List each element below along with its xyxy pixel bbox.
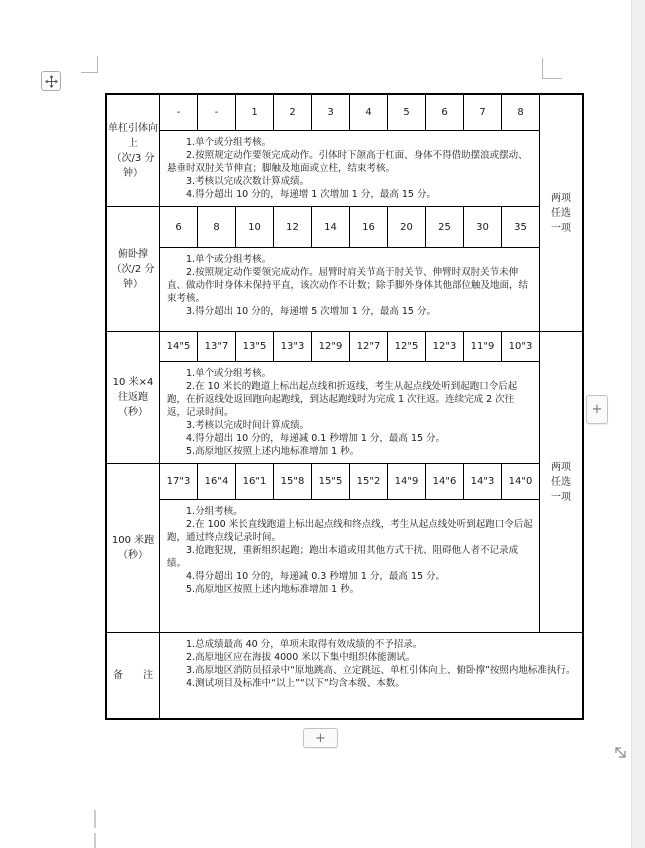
note-line: 3.考核以完成次数计算成绩。	[186, 176, 310, 187]
fitness-standards-table	[105, 93, 584, 720]
score-cell: 15"2	[350, 464, 388, 500]
note-line: 1.单个或分组考核。	[186, 368, 272, 379]
notes-pullups	[160, 131, 540, 207]
score-cell: -	[198, 95, 236, 131]
note-line: 5.高原地区按照上述内地标准增加 1 秒。	[186, 446, 360, 457]
score-cell: 17"3	[160, 464, 198, 500]
note-line: 2.在 10 米长的跑道上标出起点线和折返线，考生从起点线处听到起跑口令后起跑，在折返线处返回跑向起跑线，到达起跑线时为完成 1 次往返。连续完成 2 次往返，记录时间。	[167, 381, 518, 418]
note-line: 2.高原地区应在海拔 4000 米以下集中组织体能测试。	[186, 652, 416, 663]
score-cell: 12"9	[312, 332, 350, 362]
scrollbar-track[interactable]	[631, 0, 645, 848]
score-cell: 10"3	[502, 332, 540, 362]
margin-mark-top-left	[81, 56, 98, 73]
insert-right-button[interactable]: +	[586, 395, 608, 424]
score-cell: 16"4	[198, 464, 236, 500]
score-cell: 13"3	[274, 332, 312, 362]
notes-pushups	[160, 248, 540, 332]
side-line: 两项	[551, 192, 571, 204]
label-line: 10 米×4	[112, 377, 154, 388]
label-line: 备 注	[113, 670, 153, 681]
score-cell: 11"9	[464, 332, 502, 362]
score-cell: 5	[388, 95, 426, 131]
label-line: （秒）	[118, 407, 148, 418]
score-cell: 12"3	[426, 332, 464, 362]
score-cell: 14"5	[160, 332, 198, 362]
score-cell: 14"6	[426, 464, 464, 500]
score-cell: 16	[350, 207, 388, 248]
note-line: 2.在 100 米长直线跑道上标出起点线和终点线，考生从起点线处听到起跑口令后起跑，通过终点线记录时间。	[167, 519, 533, 543]
note-line: 1.单个或分组考核。	[186, 137, 272, 148]
note-line: 1.单个或分组考核。	[186, 254, 272, 265]
note-line: 3.考核以完成时间计算成绩。	[186, 420, 310, 431]
label-line: 单杠引体向上	[108, 122, 158, 149]
note-line: 4.得分超出 10 分的，每递减 0.3 秒增加 1 分，最高 15 分。	[186, 571, 446, 582]
score-cell: 6	[426, 95, 464, 131]
corner-arrow-icon[interactable]	[612, 744, 630, 762]
margin-mark-bottom-left-1	[94, 810, 96, 828]
score-cell: 1	[236, 95, 274, 131]
side-line: 任选	[551, 207, 571, 219]
item-label-100m-run	[107, 464, 160, 633]
side-line: 一项	[551, 491, 571, 503]
label-line: （次/3 分钟）	[111, 152, 155, 179]
label-line: （次/2 分钟）	[111, 263, 155, 290]
score-cell: 12"5	[388, 332, 426, 362]
margin-mark-bottom-left-2	[94, 833, 96, 848]
note-line: 4.得分超出 10 分的，每递增 1 次增加 1 分，最高 15 分。	[186, 189, 436, 200]
score-cell: 12	[274, 207, 312, 248]
note-line: 2.按照规定动作要领完成动作。屈臂时肩关节高于肘关节、伸臂时双肘关节未伸直、做动作时身体未保持平直，该次动作不计数；除手脚外身体其他部位触及地面，结束考核。	[167, 267, 529, 304]
note-line: 1.总成绩最高 40 分，单项未取得有效成绩的不予招录。	[186, 639, 423, 650]
note-line: 5.高原地区按照上述内地标准增加 1 秒。	[186, 584, 360, 595]
score-cell: 14"3	[464, 464, 502, 500]
score-cell: 8	[198, 207, 236, 248]
note-line: 3.高原地区消防员招录中“原地跳高、立定跳远、单杠引体向上、俯卧撑”按照内地标准执行。	[186, 665, 576, 676]
score-cell: 4	[350, 95, 388, 131]
score-cell: 7	[464, 95, 502, 131]
insert-below-button[interactable]: +	[303, 728, 338, 748]
side-line: 两项	[551, 461, 571, 473]
score-cell: 30	[464, 207, 502, 248]
score-cell: 13"5	[236, 332, 274, 362]
score-cell: 10	[236, 207, 274, 248]
score-cell: 2	[274, 95, 312, 131]
score-cell: 15"5	[312, 464, 350, 500]
score-cell: 25	[426, 207, 464, 248]
notes-100m-run	[160, 500, 540, 633]
score-cell: 14"9	[388, 464, 426, 500]
score-cell: 6	[160, 207, 198, 248]
label-line: 俯卧撑	[118, 248, 148, 260]
score-cell: 13"7	[198, 332, 236, 362]
margin-mark-top-right	[542, 58, 562, 79]
score-cell: -	[160, 95, 198, 131]
remarks-label	[107, 633, 160, 718]
item-label-pushups	[107, 207, 160, 332]
score-cell: 35	[502, 207, 540, 248]
note-line: 4.测试项目及标准中“以上”“以下”均含本级、本数。	[186, 678, 405, 689]
label-line: 往返跑	[118, 392, 148, 403]
table-move-handle[interactable]	[41, 71, 61, 91]
side-line: 任选	[551, 476, 571, 488]
score-cell: 14"0	[502, 464, 540, 500]
notes-shuttle-run	[160, 362, 540, 464]
score-cell: 20	[388, 207, 426, 248]
note-line: 3.抢跑犯规，重新组织起跑；跑出本道或用其他方式干扰、阻碍他人者不记录成绩。	[167, 545, 519, 569]
score-cell: 8	[502, 95, 540, 131]
item-label-pullups	[107, 95, 160, 207]
note-line: 1.分组考核。	[186, 506, 243, 517]
note-line: 2.按照规定动作要领完成动作。引体时下颌高于杠面、身体不得借助摆浪或摆动、悬垂时双肘关节伸直；脚触及地面或立柱，结束考核。	[167, 150, 528, 174]
label-line: 100 米跑（秒）	[111, 535, 155, 561]
side-note-choose-two-b	[540, 332, 582, 633]
score-cell: 12"7	[350, 332, 388, 362]
side-line: 一项	[551, 222, 571, 234]
note-line: 4.得分超出 10 分的，每递减 0.1 秒增加 1 分，最高 15 分。	[186, 433, 446, 444]
score-cell: 16"1	[236, 464, 274, 500]
note-line: 3.得分超出 10 分的，每递增 5 次增加 1 分，最高 15 分。	[186, 306, 436, 317]
score-cell: 14	[312, 207, 350, 248]
item-label-shuttle-run	[107, 332, 160, 464]
move-arrows-icon	[45, 75, 58, 88]
side-note-choose-two-a	[540, 95, 582, 332]
score-cell: 3	[312, 95, 350, 131]
remarks-notes	[160, 633, 582, 718]
score-cell: 15"8	[274, 464, 312, 500]
